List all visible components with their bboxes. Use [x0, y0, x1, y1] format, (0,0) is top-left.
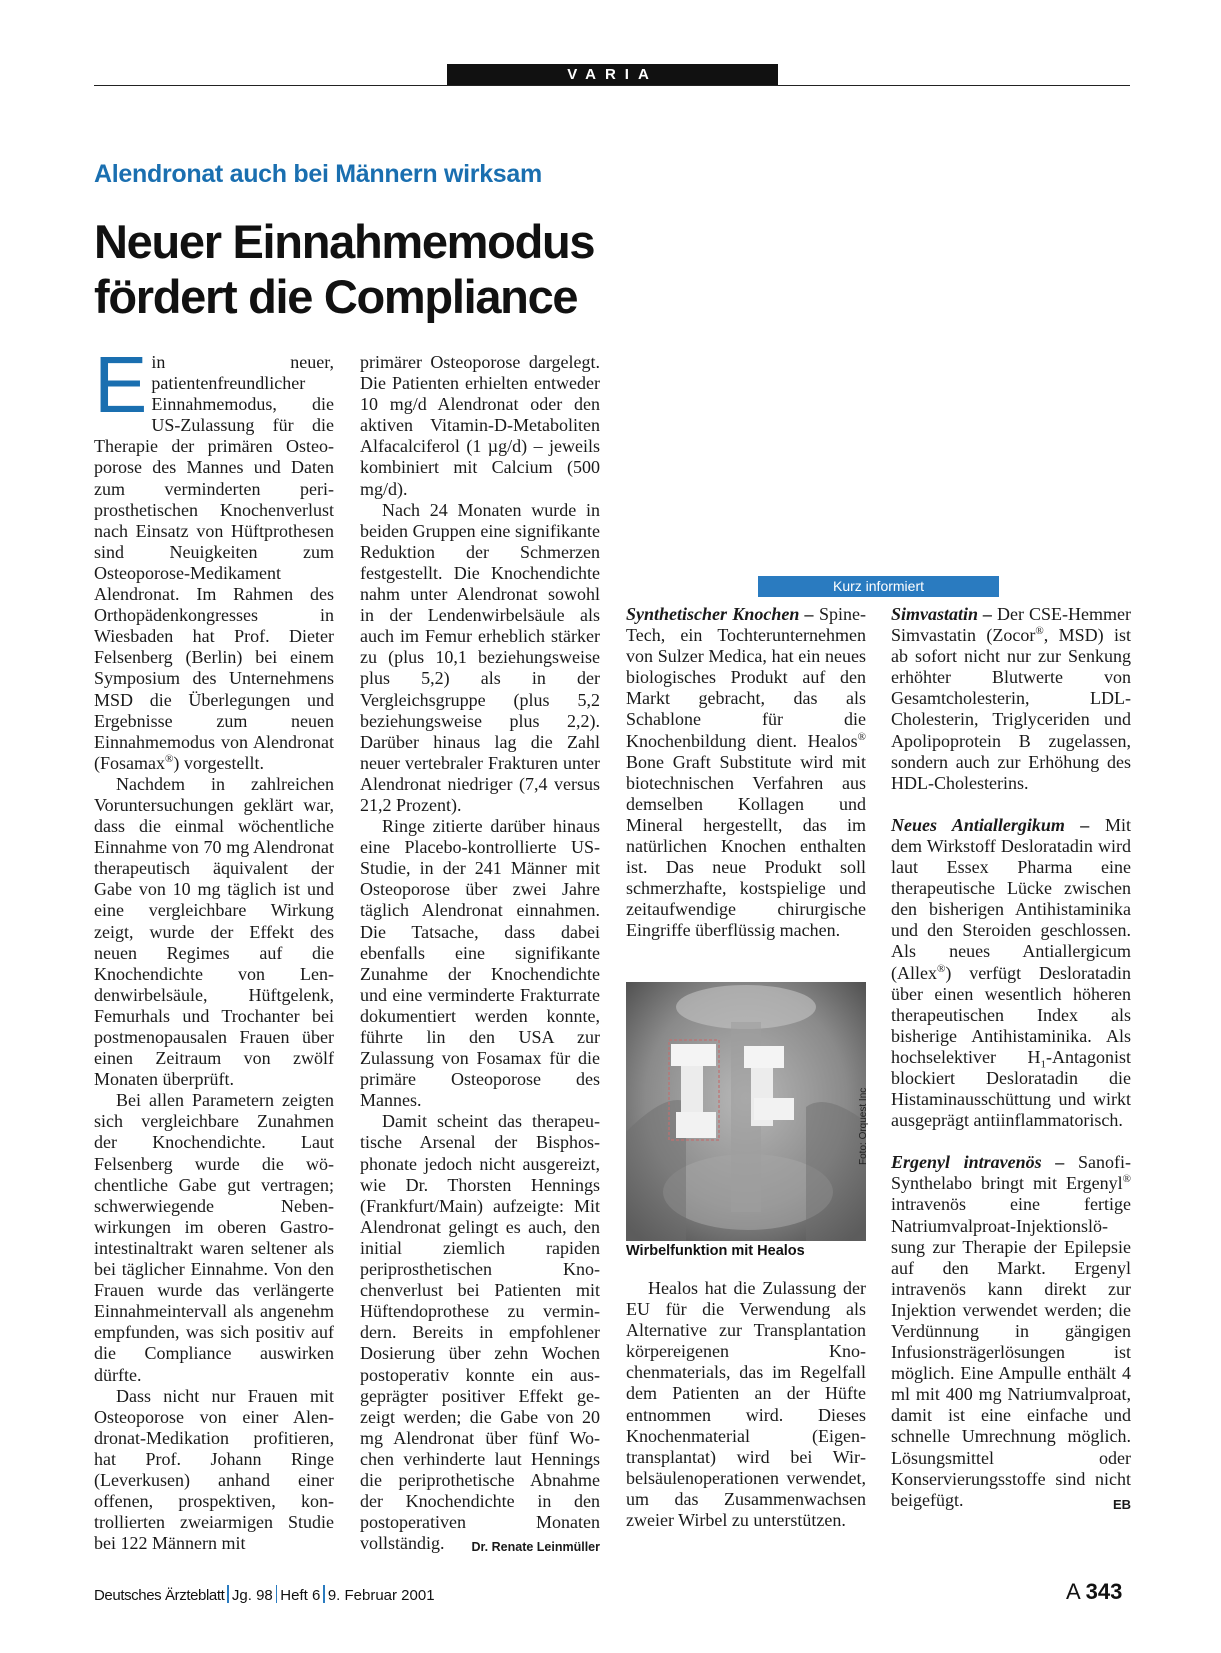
- registered-mark: ®: [1035, 625, 1044, 638]
- news-lead: Neues Antiallergikum –: [891, 814, 1090, 835]
- spacer: [891, 794, 1131, 815]
- divider: [323, 1585, 325, 1603]
- date: 9. Februar 2001: [327, 1587, 435, 1604]
- divider: [276, 1585, 278, 1603]
- registered-mark: ®: [165, 752, 174, 765]
- paragraph: Healos hat die Zulassung der EU für die Verwendung als Alternative zur Transplantation körpereigenen Knochenmaterials, das im Regelfall dem Patienten an der Hüfte entnommen wird. Dieses Knochenmaterial (Eigentransplantat) wird bei Wirbelsäulenoperationen verwendet, um das Zusammenwachsen zweier Wirbel zu unterstützen.: [626, 1278, 866, 1531]
- spacer: [891, 1131, 1131, 1152]
- journal-name: Deutsches Ärzteblatt: [94, 1587, 225, 1604]
- news-column-3: [626, 604, 866, 942]
- article-headline: [94, 214, 714, 324]
- paragraph: [94, 340, 334, 774]
- page-footer: [94, 1585, 435, 1604]
- paragraph: Nach 24 Monaten wurde in beiden Gruppen eine signifikante Reduktion der Schmerzen festgestellt. Die Knochendichte nahm unter Alendronat sowohl in der Lendenwirbelsäule als auch im Femur erheblich stärker zu (plus 10,1 beziehungsweise plus 5,2) als in der Vergleichsgruppe (plus 5,2 beziehungsweise plus 2,2). Darüber hinaus lag die Zahl neuer vertebraler Frakturen unter Alendronat niedriger (7,4 versus 21,2 Prozent).: [360, 499, 600, 815]
- text: Bone Graft Substitute wird mit biotechnischen Verfahren aus demselben Kollagen und Mineral hergestellt, das im natürlichen Knochen enthalten ist. Das neue Produkt soll schmerzhafte, kostspielige und zeitaufwendige chirurgische Eingriffe überflüssig machen.: [626, 751, 866, 941]
- article-column-1: [94, 340, 334, 1554]
- volume: Jg. 98: [231, 1587, 273, 1604]
- text: Spine-Tech, ein Tochterunternehmen von Sulzer Medica, hat ein neues biologisches Produkt auf den Markt gebracht, das als Schablone für die Knochenbildung dient. Healos: [626, 604, 867, 751]
- text: , MSD) ist ab sofort nicht nur zur Senkung erhöhter Blutwerte von Gesamtcholesterin, LDL-Cholesterin, Triglyceriden und Apolipoprotein B zugelassen, sondern auch zur Erhöhung des HDL-Cholesterins.: [891, 625, 1131, 793]
- xray-image: [626, 982, 866, 1241]
- text: Damit scheint das therapeutische Arsenal der Bisphosphonate jedoch nicht ausgereizt, wie Dr. Thorsten Hennings (Frankfurt/Main) aufzeigte: Mit Alendronat gelingt es auch, den initial ziemlich rapiden periprosthetischen Knochenverlust bei Patienten mit Hüftendoprothese zu vermindern. Bereits in empfohlener Dosierung über zehn Wochen postoperativ konnte ein ausgeprägter positiver Effekt gezeigt werden; die Gabe von 20 mg Alendronat über fünf Wochen verhinderte laut Hennings die periprothetische Abnahme der Knochendichte in den postoperativen Monaten vollständig.: [360, 1111, 600, 1554]
- news-item: [626, 604, 866, 942]
- paragraph: primärer Osteoporose dargelegt. Die Patienten erhielten entweder 10 mg/d Alendronat oder den aktiven Vitamin-D-Metaboliten Alfacalciferol (1 µg/d) – jeweils kombiniert mit Calcium (500 mg/d).: [360, 352, 600, 499]
- registered-mark: ®: [1122, 1173, 1131, 1186]
- issue: Heft 6: [280, 1587, 321, 1604]
- news-lead: Synthetischer Knochen –: [626, 604, 814, 624]
- registered-mark: ®: [936, 962, 946, 975]
- article-column-2: [360, 352, 600, 1558]
- header-rule: [94, 85, 1130, 86]
- author-initials: EB: [1112, 1496, 1131, 1512]
- text: ) vorgestellt.: [173, 752, 265, 773]
- headline-line-2: fördert die Compliance: [94, 270, 578, 323]
- paragraph: Dass nicht nur Frauen mit Osteoporose von einer Alendronat-Medikation profitieren, hat Prof. Johann Ringe (Leverkusen) anhand einer offenen, prospektiven, kontrollierten zweiarmigen Studie bei 122 Männern mit: [94, 1385, 334, 1554]
- photo-caption: Wirbelfunktion mit Healos: [626, 1243, 805, 1259]
- news-item: [891, 1152, 1131, 1511]
- text: ) verfügt Desloratadin über einen wesentlich höheren therapeutischen Index als bisherige Antihistaminika. Als hochselektiver H: [891, 962, 1131, 1067]
- news-item: [891, 604, 1131, 794]
- news-column-3-continued: [626, 1278, 866, 1531]
- page-prefix: A: [1066, 1579, 1080, 1604]
- text: -Antagonist blockiert Desloratadin die Histaminausschüttung und wirkt ausgeprägt antiinflammatorisch.: [891, 1046, 1131, 1131]
- headline-line-1: Neuer Einnahmemodus: [94, 215, 595, 268]
- paragraph: Nachdem in zahlreichen Voruntersuchungen geklärt war, dass die einmal wöchentliche Einnahme von 70 mg Alendronat therapeutisch äquivalent der Gabe von 10 mg täglich ist und eine vergleichbare Wirkung zeigt, wurde der Effekt des neuen Regimes auf die Knochendichte von Lendenwirbelsäule, Hüftgelenk, Femurhals und Trochanter bei postmenopausalen Frauen über einen Zeitraum von zwölf Monaten überprüft.: [94, 773, 334, 1090]
- text: Mit dem Wirkstoff Desloratadin wird laut Essex Pharma eine therapeutische Lücke zwischen den bisherigen Antihistaminika und den Steroiden geschlossen. Als neues Antiallergicum (Allex: [891, 814, 1131, 983]
- registered-mark: ®: [857, 730, 866, 743]
- news-column-4: [891, 604, 1131, 1515]
- news-item: [891, 815, 1131, 1131]
- drop-cap: E: [94, 340, 148, 429]
- text: Sanofi-Synthelabo bringt mit Ergenyl: [891, 1152, 1131, 1194]
- text: Der CSE-Hemmer Simvastatin (Zocor: [891, 604, 1131, 646]
- section-label: VARIA: [447, 64, 778, 85]
- page-number: [1066, 1579, 1122, 1605]
- news-lead: Ergenyl intravenös –: [891, 1152, 1065, 1173]
- kurz-informiert-label: Kurz informiert: [758, 576, 999, 597]
- text: in neuer, patientenfreundlicher Einnahmemodus, die US-Zulassung für die Therapie der primären Osteoporose des Mannes und Daten zum verminderten periprosthetischen Knochenverlust nach Einsatz von Hüftprothesen sind Neuigkeiten zum Osteoporose-Medikament Alendronat. Im Rahmen des Orthopädenkongresses in Wiesbaden hat Prof. Dieter Felsenberg (Berlin) bei einem Symposium des Unternehmens MSD die Überlegungen und Ergebnisse zum neuen Einnahmemodus von Alendronat (Fosamax: [94, 352, 334, 773]
- paragraph: Ringe zitierte darüber hinaus eine Placebo-kontrollierte US-Studie, in der 241 Männer mit Osteoporose über zwei Jahre täglich Alendronat einnahmen. Die Tatsache, dass dabei ebenfalls eine signifikante Zunahme der Knochendichte und eine verminderte Frakturrate dokumentiert werden konnte, führte lin den USA zur Zulassung von Fosamax für die primäre Osteoporose des Mannes.: [360, 816, 600, 1111]
- page-number-value: 343: [1085, 1579, 1123, 1604]
- text: intravenös eine fertige Natriumvalproat-Injektionslösung zur Therapie der Epilepsie auf den Markt. Ergenyl intravenös kann direkt zur Injektion verwendet werden; die Verdünnung in gängigen Infusionsträgerlösungen ist möglich. Eine Ampulle enthält 4 ml mit 400 mg Natriumvalproat, damit ist eine einfache und schnelle Umrechnung möglich. Lösungsmittel oder Konservierungsstoffe sind nicht beigefügt.: [891, 1194, 1131, 1510]
- photo-credit: Foto: Orquest Inc: [858, 1087, 869, 1165]
- news-lead: Simvastatin –: [891, 604, 993, 624]
- paragraph: [360, 1111, 600, 1554]
- paragraph: Bei allen Parametern zeigten sich vergleichbare Zunahmen der Knochendichte. Laut Felsenberg wurde die wöchentliche Gabe gut vertragen; schwerwiegende Nebenwirkungen im oberen Gastrointestinaltrakt waren seltener als bei täglicher Einnahme. Von den Frauen wurde das verlängerte Einnahmeintervall als angenehm empfunden, was sich positiv auf die Compliance auswirken dürfte.: [94, 1090, 334, 1385]
- xray-photo: [626, 982, 866, 1241]
- author: Dr. Renate Leinmüller: [471, 1540, 600, 1555]
- subscript: 1: [1040, 1058, 1046, 1071]
- divider: [227, 1585, 229, 1603]
- article-kicker: Alendronat auch bei Männern wirksam: [94, 160, 542, 188]
